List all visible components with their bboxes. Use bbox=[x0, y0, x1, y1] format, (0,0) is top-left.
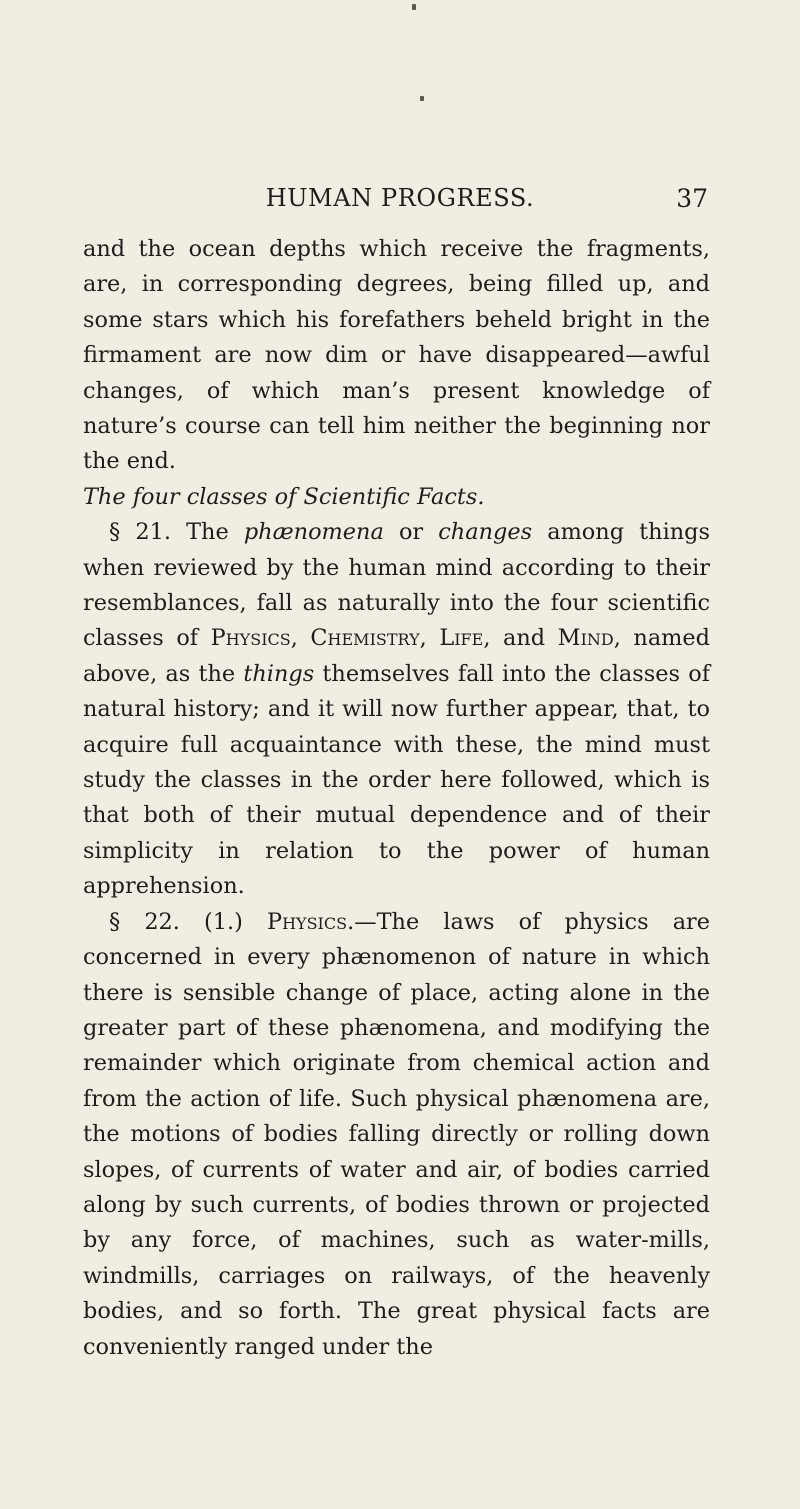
text-run: , named above, as the bbox=[83, 625, 710, 687]
paragraph-section-21 bbox=[83, 515, 710, 904]
text-run: § 22. (1.) bbox=[109, 908, 267, 935]
text-run: among things when reviewed by the human mind according to their resemblances, fall as naturally into the four scientific classes of bbox=[83, 519, 711, 652]
text-run: , bbox=[290, 625, 311, 652]
running-head: HUMAN PROGRESS. bbox=[265, 184, 535, 212]
text-run: .—The laws of physics are concerned in every phænomenon of nature in which there is sensible change of place, acting alone in the greater part of these phænomena, and modifying the remainder which originate from chemical action and from the action of life. Such physical phænomena are, the motions of bodies falling directly or rolling down slopes, of currents of water and air, of bodies carried along by such currents, of bodies thrown or projected by any force, of machines, such as water-mills, windmills, carriages on railways, of the heavenly bodies, and so forth. The great physical facts are conveniently ranged under the bbox=[83, 908, 710, 1360]
text-run: themselves fall into the classes of natural history; and it will now further appear, that, to acquire full acquaintance with these, the mind must study the classes in the order here followed, which is that both of their mutual dependence and of their simplicity in relation to the power of human apprehension. bbox=[83, 660, 710, 900]
text-run: , and bbox=[483, 625, 558, 652]
text-run: , bbox=[419, 625, 440, 652]
smallcaps-term: Physics bbox=[267, 908, 348, 935]
section-subheading: The four classes of Scientific Facts. bbox=[83, 483, 485, 510]
paragraph-continuation: and the ocean depths which receive the fragments, are, in corresponding degrees, being filled up, and some stars which his forefathers beheld bright in the firmament are now dim or have disappeared—awful changes, of which man’s present knowledge of nature’s course can tell him neither the beginning nor the end. bbox=[83, 236, 710, 475]
smallcaps-term: Physics bbox=[210, 625, 291, 652]
smallcaps-term: Mind bbox=[557, 625, 614, 652]
italic-term: changes bbox=[438, 519, 533, 546]
smallcaps-term: Chemistry bbox=[310, 625, 420, 652]
italic-term: things bbox=[243, 660, 315, 687]
page-header bbox=[0, 180, 800, 220]
paragraph-section-22 bbox=[83, 905, 710, 1365]
ink-speck bbox=[420, 96, 424, 101]
italic-term: phænomena bbox=[243, 519, 384, 546]
page-number: 37 bbox=[676, 184, 708, 213]
page-body bbox=[83, 232, 710, 1365]
ink-speck bbox=[412, 4, 416, 10]
smallcaps-term: Life bbox=[439, 625, 484, 652]
text-run: or bbox=[383, 519, 439, 546]
text-run: § 21. The bbox=[109, 519, 244, 546]
